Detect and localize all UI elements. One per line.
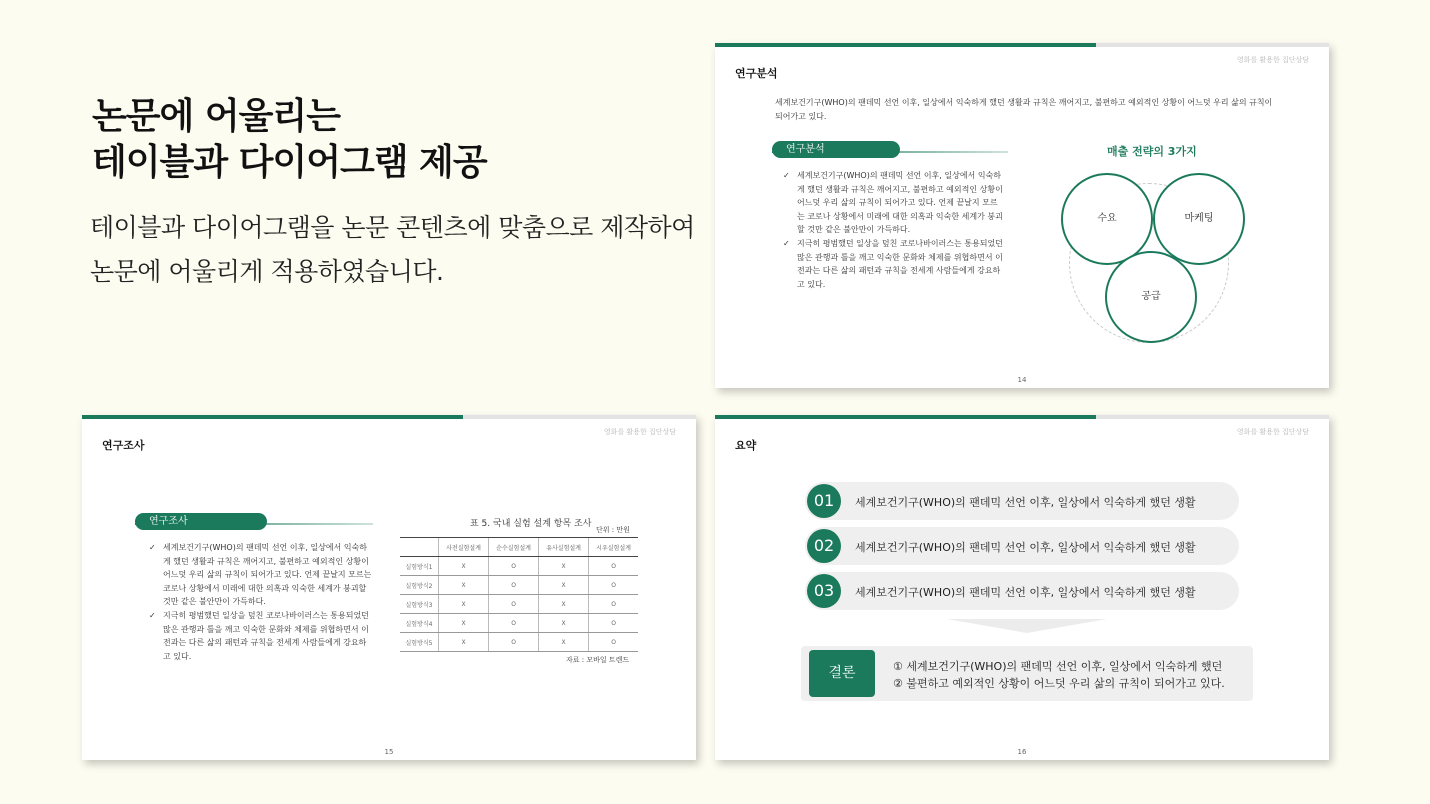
bullet-list — [783, 169, 1005, 291]
table-cell: O — [489, 576, 539, 595]
table-row — [400, 633, 638, 652]
slide-progress-bar — [82, 415, 696, 419]
venn-circle-supply: 공급 — [1105, 251, 1197, 343]
table-cell: O — [589, 595, 638, 614]
table-cell: O — [489, 595, 539, 614]
summary-item-2 — [805, 527, 1239, 565]
slide-header: 영화를 활용한 집단상담 — [603, 428, 676, 436]
slide-title: 연구분석 — [735, 67, 778, 80]
table-header-cell: 사전실험설계 — [438, 538, 488, 557]
hero-description: 테이블과 다이어그램을 논문 콘텐츠에 맞춤으로 제작하여 논문에 어울리게 적용하였습니다. — [90, 213, 695, 286]
hero-title-line1: 논문에 어울리는 — [92, 96, 340, 137]
section-pill-label: 연구분석 — [772, 141, 900, 158]
slide-header: 영화를 활용한 집단상담 — [1236, 56, 1309, 64]
table-header-cell — [400, 538, 438, 557]
table-cell: O — [589, 614, 638, 633]
table-cell: 실험방식2 — [400, 576, 438, 595]
design-table — [400, 537, 638, 652]
slide-15 — [82, 415, 696, 760]
check-icon: ✓ — [149, 610, 156, 620]
summary-number: 01 — [807, 484, 841, 518]
slide-progress-bar — [715, 415, 1329, 419]
page-number: 16 — [1017, 748, 1027, 756]
conclusion-line-1: ① 세계보건기구(WHO)의 팬데믹 선언 이후, 일상에서 익숙하게 했던 — [893, 660, 1223, 673]
conclusion-label: 결론 — [809, 650, 875, 697]
table-cell: O — [589, 576, 638, 595]
slide-title: 요약 — [735, 439, 757, 452]
table-cell: 실험방식4 — [400, 614, 438, 633]
summary-item-3 — [805, 572, 1239, 610]
hero-title — [92, 94, 487, 186]
slide-intro: 세계보건기구(WHO)의 팬데믹 선언 이후, 일상에서 익숙하게 했던 생활과 규칙은 깨어지고, 불편하고 예외적인 상황이 어느덧 우리 삶의 규칙이 되어가고 있다. — [775, 98, 1273, 121]
table-header-row — [400, 538, 638, 557]
table-cell: X — [539, 576, 589, 595]
table-cell: O — [489, 633, 539, 652]
table-header-cell: 순수실험설계 — [489, 538, 539, 557]
section-pill-label: 연구조사 — [135, 513, 267, 530]
bullet-list — [149, 541, 373, 663]
table-header-cell: 시우실험설계 — [589, 538, 638, 557]
table-cell: O — [589, 633, 638, 652]
down-arrow-icon — [947, 619, 1107, 633]
table-cell: X — [438, 576, 488, 595]
check-icon: ✓ — [783, 238, 790, 248]
slide-title: 연구조사 — [102, 439, 145, 452]
conclusion-box — [801, 646, 1253, 701]
table-cell: 실험방식3 — [400, 595, 438, 614]
table-cell: O — [489, 557, 539, 576]
bullet-item: ✓ 지극히 평범했던 일상을 덮친 코로나바이러스는 통용되었던 많은 관행과 틀을 깨고 익숙한 문화와 체제를 위협하면서 이전과는 다른 삶의 패턴과 규칙을 전세계 사람들에게 강요하고 있다. — [149, 610, 369, 661]
slide-progress-bar — [715, 43, 1329, 47]
summary-item-1 — [805, 482, 1239, 520]
summary-text: 세계보건기구(WHO)의 팬데믹 선언 이후, 일상에서 익숙하게 했던 생활 — [855, 541, 1196, 554]
venn-circle-marketing: 마케팅 — [1153, 173, 1245, 265]
table-cell: X — [438, 633, 488, 652]
table-cell: X — [438, 595, 488, 614]
table-row — [400, 614, 638, 633]
table-row — [400, 557, 638, 576]
hero-title-line2: 테이블과 다이어그램 제공 — [92, 142, 487, 183]
check-icon: ✓ — [149, 543, 156, 552]
slide-16 — [715, 415, 1329, 760]
table-cell: X — [539, 595, 589, 614]
table-cell: O — [489, 614, 539, 633]
table-cell: X — [539, 633, 589, 652]
conclusion-text — [893, 658, 1225, 692]
table-row — [400, 595, 638, 614]
bullet-item: ✓ 세계보건기구(WHO)의 팬데믹 선언 이후, 일상에서 익숙하게 했던 생활과 규칙은 깨어지고, 불편하고 예외적인 상황이 어느덧 우리 삶의 규칙이 되어가고 있다. 언제 끝날지 모르는 코로나 상황에서 미래에 대한 의혹과 익숙한 세계가 붕괴할 것만 같은 불안만이 가득하다. — [783, 171, 1003, 235]
page-number: 14 — [1017, 376, 1027, 384]
table-row — [400, 576, 638, 595]
slide-header: 영화를 활용한 집단상담 — [1236, 428, 1309, 436]
table-source: 자료 : 모바일 트렌드 — [566, 656, 630, 664]
table-cell: 실험방식5 — [400, 633, 438, 652]
check-icon: ✓ — [783, 171, 790, 180]
slide-14 — [715, 43, 1329, 388]
bullet-item: ✓ 세계보건기구(WHO)의 팬데믹 선언 이후, 일상에서 익숙하게 했던 생활과 규칙은 깨어지고, 불편하고 예외적인 상황이 어느덧 우리 삶의 규칙이 되어가고 있다. 언제 끝날지 모르는 코로나 상황에서 미래에 대한 의혹과 익숙한 세계가 붕괴할 것만 같은 불안만이 가득하다. — [149, 543, 372, 607]
table-cell: X — [438, 557, 488, 576]
summary-number: 02 — [807, 529, 841, 563]
venn-title: 매출 전략의 3가지 — [1107, 145, 1197, 158]
table-cell: X — [539, 614, 589, 633]
table-header-cell: 유사실험설계 — [539, 538, 589, 557]
table-cell: X — [438, 614, 488, 633]
summary-text: 세계보건기구(WHO)의 팬데믹 선언 이후, 일상에서 익숙하게 했던 생활 — [855, 586, 1196, 599]
venn-diagram — [1057, 165, 1257, 345]
summary-text: 세계보건기구(WHO)의 팬데믹 선언 이후, 일상에서 익숙하게 했던 생활 — [855, 496, 1196, 509]
page-number: 15 — [384, 748, 394, 756]
summary-number: 03 — [807, 574, 841, 608]
venn-circle-demand: 수요 — [1061, 173, 1153, 265]
table-cell: X — [539, 557, 589, 576]
bullet-item: ✓ 지극히 평범했던 일상을 덮친 코로나바이러스는 통용되었던 많은 관행과 틀을 깨고 익숙한 문화와 체제를 위협하면서 이전과는 다른 삶의 패턴과 규칙을 전세계 사람들에게 강요하고 있다. — [783, 238, 1003, 289]
table-unit: 단위 : 만원 — [596, 526, 630, 534]
table-cell: 실험방식1 — [400, 557, 438, 576]
table-title: 표 5. 국내 실험 설계 항목 조사 — [470, 519, 592, 529]
conclusion-line-2: ② 불편하고 예외적인 상황이 어느덧 우리 삶의 규칙이 되어가고 있다. — [893, 677, 1225, 690]
table-cell: O — [589, 557, 638, 576]
